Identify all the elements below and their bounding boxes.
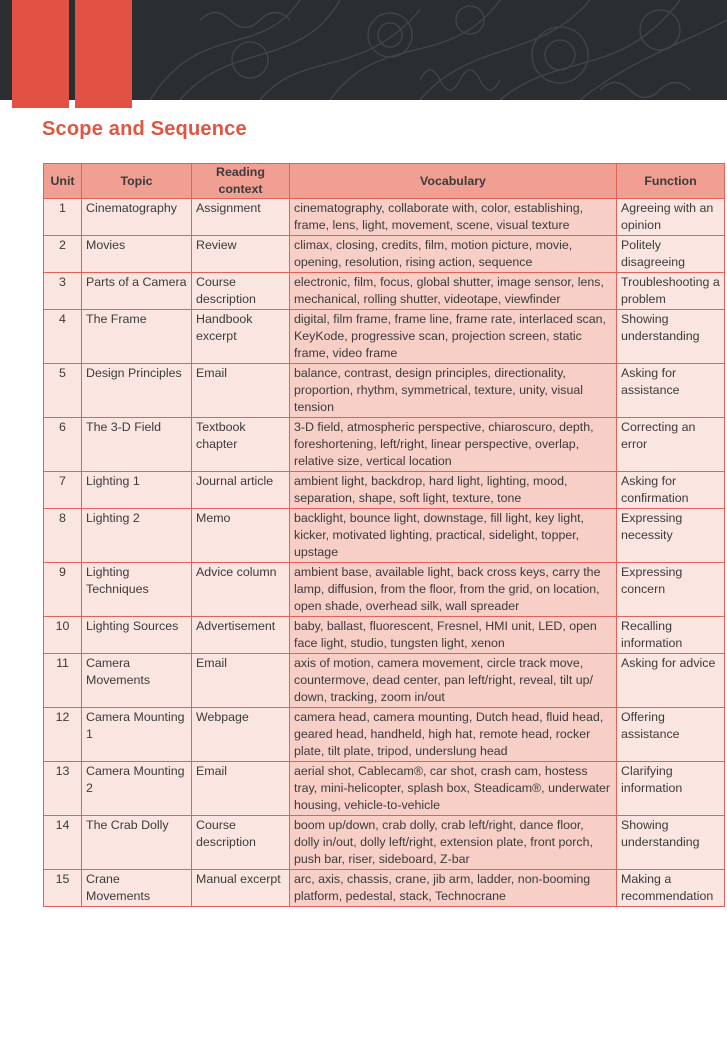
unit-cell: 11 bbox=[44, 654, 82, 708]
unit-cell: 6 bbox=[44, 418, 82, 472]
vocabulary-cell: cinematography, collaborate with, color, establishing, frame, lens, light, movement, scene, visual texture bbox=[290, 199, 617, 236]
reading-context-cell: Memo bbox=[192, 509, 290, 563]
unit-cell: 14 bbox=[44, 816, 82, 870]
unit-cell: 5 bbox=[44, 364, 82, 418]
table-row bbox=[44, 310, 725, 364]
table-row bbox=[44, 816, 725, 870]
vocabulary-cell: balance, contrast, design principles, directionality, proportion, rhythm, symmetrical, texture, unity, visual tension bbox=[290, 364, 617, 418]
red-tab-left bbox=[12, 0, 69, 108]
reading-context-cell: Webpage bbox=[192, 708, 290, 762]
table-header-row bbox=[44, 164, 725, 199]
vocabulary-cell: baby, ballast, fluorescent, Fresnel, HMI unit, LED, open face light, studio, tungsten light, xenon bbox=[290, 617, 617, 654]
unit-cell: 10 bbox=[44, 617, 82, 654]
reading-context-cell: Handbook excerpt bbox=[192, 310, 290, 364]
topic-cell: Design Principles bbox=[82, 364, 192, 418]
unit-cell: 1 bbox=[44, 199, 82, 236]
page-title: Scope and Sequence bbox=[42, 118, 247, 140]
unit-cell: 8 bbox=[44, 509, 82, 563]
function-cell: Offering assistance bbox=[617, 708, 725, 762]
function-cell: Politely disagreeing bbox=[617, 236, 725, 273]
table-body bbox=[44, 199, 725, 907]
vocabulary-cell: backlight, bounce light, downstage, fill light, key light, kicker, motivated lighting, practical, sidelight, topper, upstage bbox=[290, 509, 617, 563]
table-row bbox=[44, 762, 725, 816]
topic-cell: Parts of a Camera bbox=[82, 273, 192, 310]
topic-cell: Camera Mounting 1 bbox=[82, 708, 192, 762]
function-cell: Correcting an error bbox=[617, 418, 725, 472]
topic-cell: Lighting Techniques bbox=[82, 563, 192, 617]
table-row bbox=[44, 563, 725, 617]
table-row bbox=[44, 654, 725, 708]
table-row bbox=[44, 236, 725, 273]
table-row bbox=[44, 509, 725, 563]
table-row bbox=[44, 418, 725, 472]
topic-cell: Cinematography bbox=[82, 199, 192, 236]
reading-context-cell: Course description bbox=[192, 273, 290, 310]
function-cell: Asking for advice bbox=[617, 654, 725, 708]
function-cell: Expressing necessity bbox=[617, 509, 725, 563]
unit-cell: 13 bbox=[44, 762, 82, 816]
vocabulary-cell: camera head, camera mounting, Dutch head, fluid head, geared head, handheld, high hat, remote head, rocker plate, tilt plate, tripod, underslung head bbox=[290, 708, 617, 762]
reading-context-cell: Journal article bbox=[192, 472, 290, 509]
vocabulary-cell: boom up/down, crab dolly, crab left/right, dance floor, dolly in/out, dolly left/right, extension plate, front porch, push bar, riser, sideboard, Z-bar bbox=[290, 816, 617, 870]
vocabulary-cell: digital, film frame, frame line, frame rate, interlaced scan, KeyKode, progressive scan, projection screen, static frame, video frame bbox=[290, 310, 617, 364]
function-cell: Showing understanding bbox=[617, 816, 725, 870]
table-row bbox=[44, 364, 725, 418]
topic-cell: Lighting 1 bbox=[82, 472, 192, 509]
function-cell: Clarifying information bbox=[617, 762, 725, 816]
function-cell: Expressing concern bbox=[617, 563, 725, 617]
header-unit: Unit bbox=[44, 164, 82, 199]
topic-cell: Camera Mounting 2 bbox=[82, 762, 192, 816]
function-cell: Agreeing with an opinion bbox=[617, 199, 725, 236]
unit-cell: 9 bbox=[44, 563, 82, 617]
topic-cell: The 3-D Field bbox=[82, 418, 192, 472]
unit-cell: 15 bbox=[44, 870, 82, 907]
topic-cell: Camera Movements bbox=[82, 654, 192, 708]
reading-context-cell: Email bbox=[192, 654, 290, 708]
reading-context-cell: Advertisement bbox=[192, 617, 290, 654]
reading-context-cell: Email bbox=[192, 762, 290, 816]
function-cell: Showing understanding bbox=[617, 310, 725, 364]
vocabulary-cell: electronic, film, focus, global shutter, image sensor, lens, mechanical, rolling shutter, videotape, viewfinder bbox=[290, 273, 617, 310]
vocabulary-cell: arc, axis, chassis, crane, jib arm, ladder, non-booming platform, pedestal, stack, Technocrane bbox=[290, 870, 617, 907]
header-function: Function bbox=[617, 164, 725, 199]
reading-context-cell: Manual excerpt bbox=[192, 870, 290, 907]
vocabulary-cell: ambient base, available light, back cross keys, carry the lamp, diffusion, from the floor, from the grid, on location, open shade, overhead silk, wall spreader bbox=[290, 563, 617, 617]
unit-cell: 12 bbox=[44, 708, 82, 762]
header-reading-context: Reading context bbox=[192, 164, 290, 199]
topic-cell: The Crab Dolly bbox=[82, 816, 192, 870]
table-row bbox=[44, 199, 725, 236]
reading-context-cell: Assignment bbox=[192, 199, 290, 236]
unit-cell: 7 bbox=[44, 472, 82, 509]
reading-context-cell: Advice column bbox=[192, 563, 290, 617]
function-cell: Recalling information bbox=[617, 617, 725, 654]
topic-cell: Lighting Sources bbox=[82, 617, 192, 654]
reading-context-cell: Course description bbox=[192, 816, 290, 870]
unit-cell: 2 bbox=[44, 236, 82, 273]
header-vocabulary: Vocabulary bbox=[290, 164, 617, 199]
vocabulary-cell: axis of motion, camera movement, circle track move, countermove, dead center, pan left/right, reveal, tilt up/ down, tracking, zoom in/out bbox=[290, 654, 617, 708]
vocabulary-cell: aerial shot, Cablecam®, car shot, crash cam, hostess tray, mini-helicopter, splash box, Steadicam®, underwater housing, vehicle-to-vehicle bbox=[290, 762, 617, 816]
function-cell: Asking for assistance bbox=[617, 364, 725, 418]
function-cell: Troubleshooting a problem bbox=[617, 273, 725, 310]
unit-cell: 4 bbox=[44, 310, 82, 364]
topic-cell: Crane Movements bbox=[82, 870, 192, 907]
reading-context-cell: Email bbox=[192, 364, 290, 418]
reading-context-cell: Review bbox=[192, 236, 290, 273]
table-row bbox=[44, 617, 725, 654]
unit-cell: 3 bbox=[44, 273, 82, 310]
topic-cell: Lighting 2 bbox=[82, 509, 192, 563]
function-cell: Making a recommendation bbox=[617, 870, 725, 907]
scope-sequence-table bbox=[43, 163, 725, 907]
table-row bbox=[44, 870, 725, 907]
reading-context-cell: Textbook chapter bbox=[192, 418, 290, 472]
topic-cell: Movies bbox=[82, 236, 192, 273]
table-row bbox=[44, 472, 725, 509]
header-topic: Topic bbox=[82, 164, 192, 199]
topic-cell: The Frame bbox=[82, 310, 192, 364]
table-row bbox=[44, 273, 725, 310]
vocabulary-cell: ambient light, backdrop, hard light, lighting, mood, separation, shape, soft light, texture, tone bbox=[290, 472, 617, 509]
vocabulary-cell: 3-D field, atmospheric perspective, chiaroscuro, depth, foreshortening, left/right, linear perspective, overlap, relative size, vertical location bbox=[290, 418, 617, 472]
function-cell: Asking for confirmation bbox=[617, 472, 725, 509]
table-row bbox=[44, 708, 725, 762]
vocabulary-cell: climax, closing, credits, film, motion picture, movie, opening, resolution, rising action, sequence bbox=[290, 236, 617, 273]
red-tab-right bbox=[75, 0, 132, 108]
